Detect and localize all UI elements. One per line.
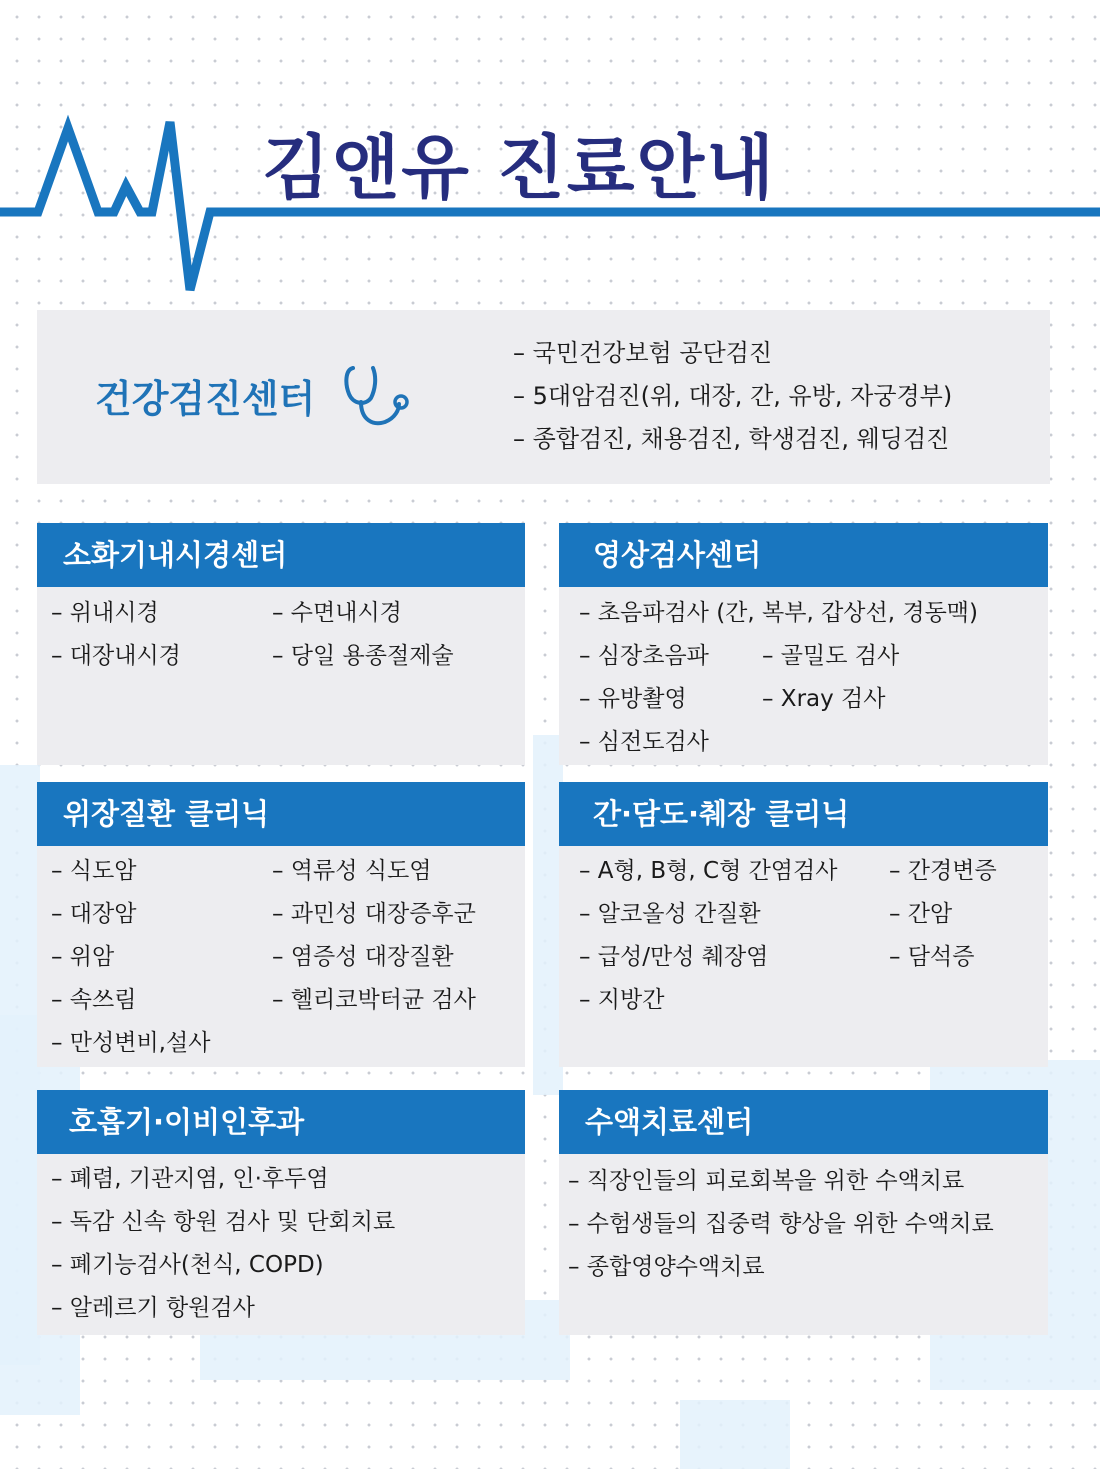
list-item: – 간암 — [889, 901, 953, 927]
list-item: – 종합영양수액치료 — [568, 1254, 765, 1280]
list-item: – 종합검진, 채용검진, 학생검진, 웨딩검진 — [513, 425, 950, 453]
card-header: 소화기내시경센터 — [37, 523, 525, 587]
list-item: – 위내시경 — [51, 600, 159, 626]
list-item: – 대장암 — [51, 901, 137, 927]
iv-therapy-card — [559, 1090, 1048, 1335]
list-item: – 지방간 — [579, 987, 665, 1013]
health-checkup-panel — [37, 310, 1050, 484]
list-item: – 직장인들의 피로회복을 위한 수액치료 — [568, 1168, 965, 1194]
list-item: – 만성변비,설사 — [51, 1030, 211, 1056]
gastric-clinic-card — [37, 782, 525, 1067]
list-item: – 수면내시경 — [272, 600, 402, 626]
list-item: – 독감 신속 항원 검사 및 단회치료 — [51, 1209, 396, 1235]
list-item: – 심장초음파 — [579, 643, 709, 669]
card-header: 호흡기·이비인후과 — [37, 1090, 525, 1154]
list-item: – 염증성 대장질환 — [272, 944, 454, 970]
list-item: – 위암 — [51, 944, 115, 970]
respiratory-ent-card — [37, 1090, 525, 1335]
card-header: 수액치료센터 — [559, 1090, 1048, 1154]
list-item: – 5대암검진(위, 대장, 간, 유방, 자궁경부) — [513, 382, 953, 410]
list-item: – 수험생들의 집중력 향상을 위한 수액치료 — [568, 1211, 994, 1237]
list-item: – 폐렴, 기관지염, 인·후두염 — [51, 1166, 329, 1192]
list-item: – 폐기능검사(천식, COPD) — [51, 1252, 324, 1278]
list-item: – 알코올성 간질환 — [579, 901, 761, 927]
health-checkup-list — [513, 332, 952, 461]
card-header: 위장질환 클리닉 — [37, 782, 525, 846]
stethoscope-icon — [343, 362, 415, 428]
list-item: – 초음파검사 (간, 복부, 갑상선, 경동맥) — [579, 600, 978, 626]
page-title: 김앤유 진료안내 — [262, 127, 776, 209]
imaging-center-card — [559, 523, 1048, 765]
list-item: – A형, B형, C형 간염검사 — [579, 858, 838, 884]
list-item: – 국민건강보험 공단검진 — [513, 339, 773, 367]
endoscopy-center-card — [37, 523, 525, 765]
list-item: – 간경변증 — [889, 858, 997, 884]
list-item: – 속쓰림 — [51, 987, 137, 1013]
list-item: – 골밀도 검사 — [762, 643, 900, 669]
list-item: – Xray 검사 — [762, 686, 886, 712]
list-item: – 역류성 식도염 — [272, 858, 432, 884]
card-header: 간·담도·췌장 클리닉 — [559, 782, 1048, 846]
health-checkup-title: 건강검진센터 — [95, 377, 316, 421]
list-item: – 유방촬영 — [579, 686, 687, 712]
list-item: – 과민성 대장증후군 — [272, 901, 476, 927]
list-item: – 담석증 — [889, 944, 975, 970]
list-item: – 알레르기 항원검사 — [51, 1295, 255, 1321]
liver-clinic-card — [559, 782, 1048, 1067]
list-item: – 급성/만성 췌장염 — [579, 944, 769, 970]
list-item: – 당일 용종절제술 — [272, 643, 454, 669]
background-block — [680, 1400, 790, 1469]
list-item: – 심전도검사 — [579, 729, 709, 755]
list-item: – 헬리코박터균 검사 — [272, 987, 476, 1013]
card-header: 영상검사센터 — [559, 523, 1048, 587]
list-item: – 식도암 — [51, 858, 137, 884]
list-item: – 대장내시경 — [51, 643, 181, 669]
